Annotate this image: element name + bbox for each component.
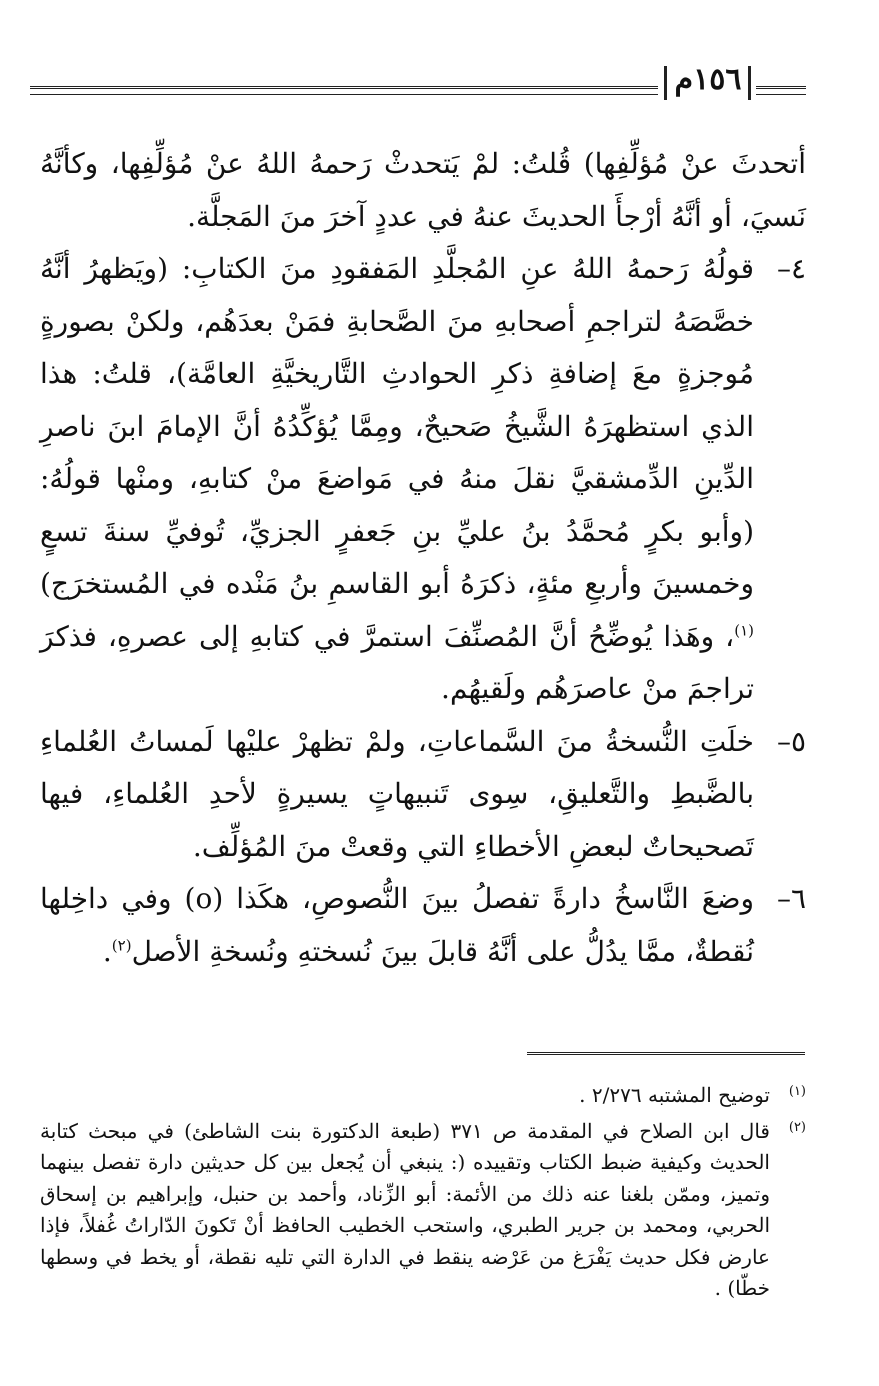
item-text-continued: . — [102, 934, 112, 968]
item-text: قولُهُ رَحمهُ اللهُ عنِ المُجلَّدِ المَفقودِ منَ الكتابِ: (ويَظهرُ أنَّهُ خصَّصَهُ لتراجمِ أصحابهِ منَ الصَّحابةِ فمَنْ بعدَهُم، ولكنْ بصورةٍ مُوجزةٍ معَ إضافةِ ذكرِ الحوادثِ التَّاريخيَّةِ العامَّة)، قلتُ: هذا الذي استظهرَهُ الشَّيخُ صَحيحٌ، ومِمَّا يُؤكِّدُهُ أنَّ الإمامَ ابنَ ناصرِ الدِّينِ الدِّمشقيَّ نقلَ منهُ في مَواضعَ منْ كتابهِ، ومنْها قولُهُ: (وأبو بكرٍ مُحمَّدُ بنُ عليِّ بنِ جَعفرٍ الجزيِّ، تُوفيِّ سنةَ تسعٍ وخمسينَ وأربعِ مئةٍ، ذكرَهُ أبو القاسمِ بنُ مَنْده في المُستخرَج) — [40, 252, 754, 600]
item-text: وضعَ النَّاسخُ دارةً تفصلُ بينَ النُّصوصِ، هكَذا (o) وفي داخِلها نُقطةٌ، ممَّا يدُلُّ على أنَّهُ قابلَ بينَ نُسختهِ ونُسخةِ الأصل — [40, 882, 754, 968]
list-item-6 — [40, 873, 806, 978]
footnote-text: توضيح المشتبه ٢/٢٧٦ . — [579, 1083, 770, 1107]
list-item-5 — [40, 716, 806, 874]
item-number: ٦– — [776, 882, 806, 915]
footnote-ref-2[interactable]: (٢) — [111, 936, 132, 955]
footnotes — [40, 1080, 806, 1309]
header-rule-right — [756, 86, 806, 95]
footnote-separator — [527, 1052, 805, 1058]
list-item-4 — [40, 243, 806, 716]
footnote-text: قال ابن الصلاح في المقدمة ص ٣٧١ (طبعة الدكتورة بنت الشاطئ) في مبحث كتابة الحديث وكيفية ضبط الكتاب وتقييده (: ينبغي أن يُجعل بين كل حديثين دارة تفصل بينهما وتميز، وممّن بلغنا عنه ذلك من الأئمة: أبو الزِّناد، وأحمد بن حنبل، وإبراهيم بن إسحاق الحربي، ومحمد بن جرير الطبري، واستحب الخطيب الحافظ أنْ تَكونَ الدّاراتُ غُفلاً، فإذا عارض فكل حديث يَفْرَغ من عَرْضه ينقط في الدارة التي تليه نقطة، أو يخط في وسطها خطّا) . — [40, 1118, 770, 1300]
page-number: ١٥٦م — [674, 62, 742, 97]
item-number: ٤– — [776, 252, 806, 285]
item-text: خلَتِ النُّسخةُ منَ السَّماعاتِ، ولمْ تظهرْ عليْها لَمساتُ العُلماءِ بالضَّبطِ والتَّعليقِ، سِوى تَنبيهاتٍ يسيرةٍ لأحدِ العُلماءِ، فيها تَصحيحاتٌ لبعضِ الأخطاءِ التي وقعتْ منَ المُؤلِّف. — [40, 724, 754, 863]
footnote-2 — [40, 1116, 806, 1305]
header-rule-left — [30, 86, 658, 95]
item-text-continued: ، وهَذا يُوضِّحُ أنَّ المُصنِّفَ استمرَّ في كتابهِ إلى عصرهِ، فذكرَ تراجمَ منْ عاصرَهُم ولَقيهُم. — [40, 619, 754, 705]
footnote-number: (١) — [788, 1084, 806, 1099]
main-text — [40, 138, 806, 978]
page-header — [30, 58, 806, 102]
footnote-1 — [40, 1080, 806, 1112]
footnote-ref-1[interactable]: (١) — [734, 621, 754, 640]
item-number: ٥– — [776, 724, 806, 758]
footnote-number: (٢) — [788, 1119, 806, 1135]
header-divider-right — [748, 66, 751, 100]
intro-paragraph: أتحدثَ عنْ مُؤلِّفِها) قُلتُ: لمْ يَتحدثْ رَحمهُ اللهُ عنْ مُؤلِّفِها، وكأنَّهُ نَسيَ، أو أنَّهُ أرْجأَ الحديثَ عنهُ في عددٍ آخرَ منَ المَجلَّة. — [40, 147, 806, 233]
header-divider-left — [664, 66, 667, 100]
